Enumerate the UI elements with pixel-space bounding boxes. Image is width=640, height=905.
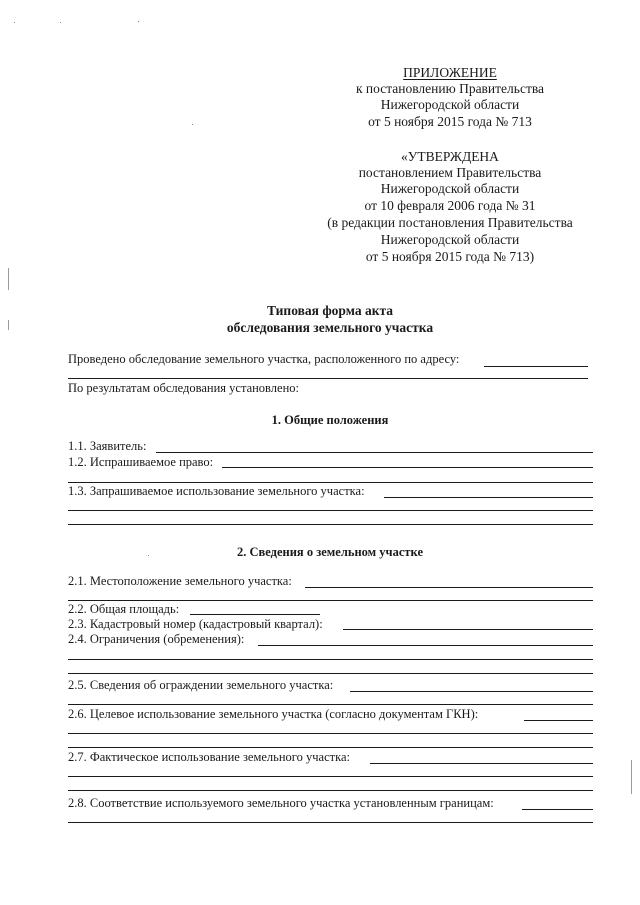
approved-line: от 10 февраля 2006 года № 31 bbox=[364, 198, 536, 213]
fencing-label: 2.5. Сведения об ограждении земельного участка: bbox=[68, 678, 334, 692]
scan-speck bbox=[138, 21, 139, 22]
approved-line: от 5 ноября 2015 года № 713) bbox=[365, 249, 535, 264]
cadastral-number-label: 2.3. Кадастровый номер (кадастровый квартал): bbox=[68, 617, 323, 631]
scan-speck bbox=[192, 124, 193, 125]
actual-use-field-line[interactable] bbox=[68, 776, 593, 777]
boundary-compliance-label: 2.8. Соответствие используемого земельного участка установленным границам: bbox=[68, 796, 494, 810]
approved-title: «УТВЕРЖДЕНА bbox=[401, 149, 499, 164]
actual-use-field-line[interactable] bbox=[370, 763, 593, 764]
requested-right-field-line[interactable] bbox=[68, 482, 593, 483]
requested-right-label: 1.2. Испрашиваемое право: bbox=[68, 455, 214, 469]
location-field-line[interactable] bbox=[68, 600, 593, 601]
scan-speck bbox=[14, 22, 15, 23]
location-label: 2.1. Местоположение земельного участка: bbox=[68, 574, 292, 588]
boundary-compliance-field-line[interactable] bbox=[68, 822, 593, 823]
actual-use-field-line[interactable] bbox=[68, 790, 593, 791]
scan-edge-mark bbox=[631, 760, 632, 794]
requested-use-field-line[interactable] bbox=[68, 524, 593, 525]
applicant-field-line[interactable] bbox=[156, 452, 593, 453]
restrictions-label: 2.4. Ограничения (обременения): bbox=[68, 632, 245, 646]
designated-use-field-line[interactable] bbox=[68, 747, 593, 748]
designated-use-label: 2.6. Целевое использование земельного участка (согласно документам ГКН): bbox=[68, 707, 479, 721]
section-1-heading: 1. Общие положения bbox=[271, 413, 389, 427]
fencing-field-line[interactable] bbox=[350, 691, 593, 692]
approved-line: постановлением Правительства bbox=[358, 165, 542, 180]
scan-edge-mark bbox=[8, 268, 9, 290]
cadastral-number-field-line[interactable] bbox=[343, 629, 593, 630]
fencing-field-line[interactable] bbox=[68, 704, 593, 705]
requested-use-field-line[interactable] bbox=[384, 497, 593, 498]
form-subtitle: обследования земельного участка bbox=[226, 320, 434, 335]
approved-line: Нижегородской области bbox=[380, 181, 520, 196]
requested-use-field-line[interactable] bbox=[68, 510, 593, 511]
appendix-line: Нижегородской области bbox=[380, 97, 520, 112]
approved-line: Нижегородской области bbox=[380, 232, 520, 247]
location-field-line[interactable] bbox=[305, 587, 593, 588]
restrictions-field-line[interactable] bbox=[68, 673, 593, 674]
area-label: 2.2. Общая площадь: bbox=[68, 602, 180, 616]
results-label: По результатам обследования установлено: bbox=[68, 381, 299, 395]
address-field-line[interactable] bbox=[68, 378, 588, 379]
actual-use-label: 2.7. Фактическое использование земельного участка: bbox=[68, 750, 350, 764]
requested-use-label: 1.3. Запрашиваемое использование земельного участка: bbox=[68, 484, 365, 498]
appendix-line: к постановлению Правительства bbox=[355, 81, 545, 96]
area-field-line[interactable] bbox=[190, 614, 320, 615]
section-2-heading: 2. Сведения о земельном участке bbox=[237, 545, 423, 559]
restrictions-field-line[interactable] bbox=[258, 645, 593, 646]
restrictions-field-line[interactable] bbox=[68, 659, 593, 660]
requested-right-field-line[interactable] bbox=[222, 467, 593, 468]
applicant-label: 1.1. Заявитель: bbox=[68, 439, 147, 453]
form-title: Типовая форма акта bbox=[266, 303, 394, 318]
appendix-title: ПРИЛОЖЕНИЕ bbox=[403, 65, 497, 80]
address-field-line[interactable] bbox=[484, 366, 588, 367]
appendix-line: от 5 ноября 2015 года № 713 bbox=[368, 114, 532, 129]
designated-use-field-line[interactable] bbox=[68, 733, 593, 734]
scan-edge-mark bbox=[8, 320, 9, 330]
designated-use-field-line[interactable] bbox=[524, 720, 593, 721]
boundary-compliance-field-line[interactable] bbox=[522, 809, 593, 810]
scan-speck bbox=[60, 22, 61, 23]
approved-line: (в редакции постановления Правительства bbox=[327, 215, 573, 230]
address-label: Проведено обследование земельного участка, расположенного по адресу: bbox=[68, 352, 460, 366]
